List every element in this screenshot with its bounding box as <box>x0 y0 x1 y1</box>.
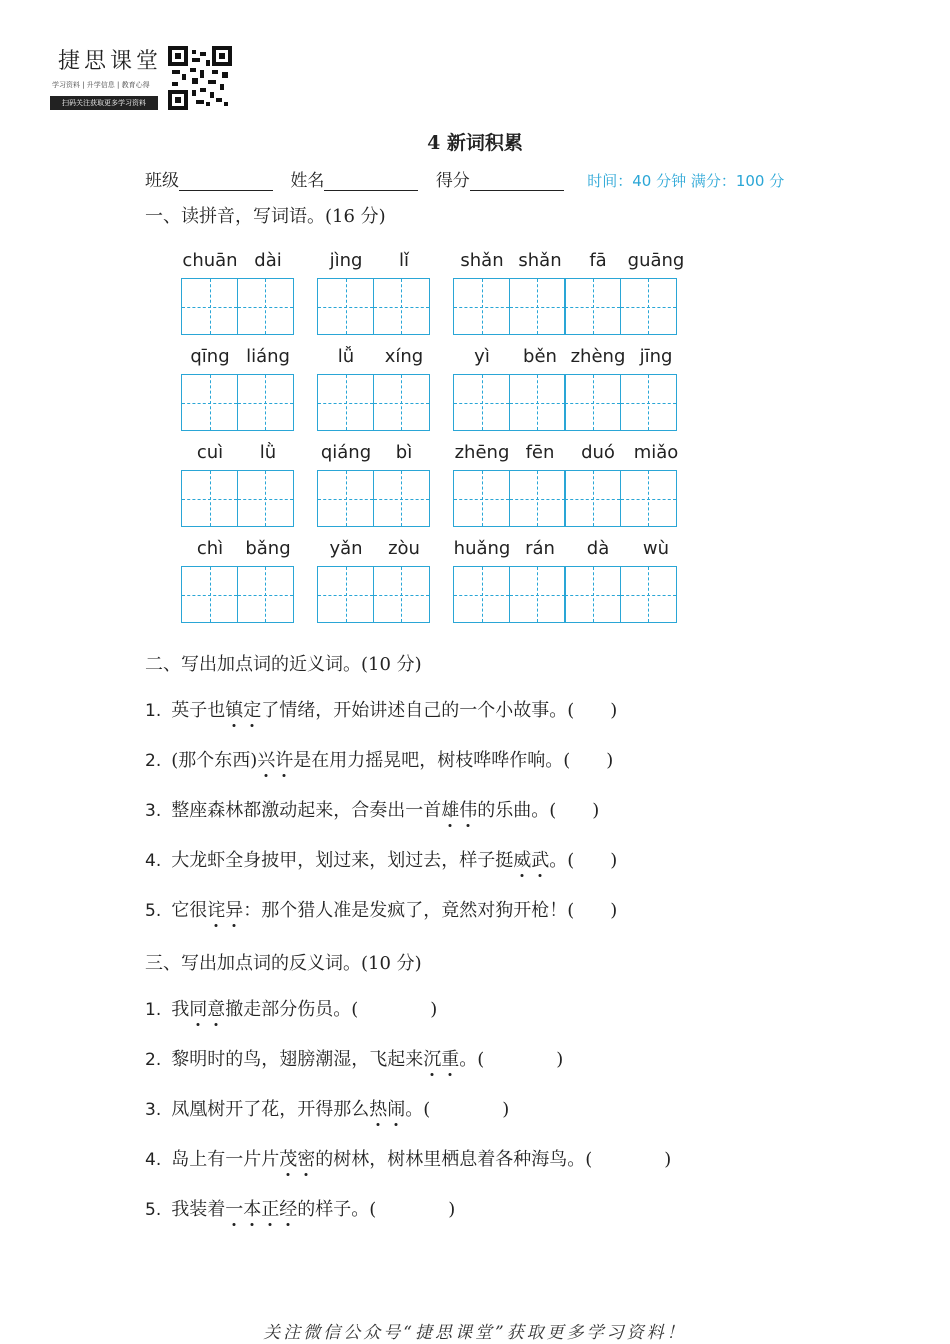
pinyin-label: chuān <box>182 250 238 271</box>
writing-box[interactable] <box>564 374 621 431</box>
writing-box[interactable] <box>453 470 510 527</box>
pinyin-label: zhèng <box>570 346 626 367</box>
name-label: 姓名 <box>290 171 325 191</box>
dotted-word: 热闹 <box>369 1099 406 1120</box>
writing-box[interactable] <box>620 278 677 335</box>
question-text: 凤凰树开了花，开得那么 <box>171 1099 370 1120</box>
question-text: (那个东西) <box>171 750 258 771</box>
dotted-word: 镇定 <box>225 700 262 721</box>
question-text: 岛上有一片片 <box>171 1149 280 1170</box>
word-group <box>317 538 433 623</box>
question-item <box>145 1195 455 1221</box>
writing-box[interactable] <box>453 278 510 335</box>
pinyin-label: běn <box>523 346 557 367</box>
question-item <box>145 796 599 822</box>
writing-box[interactable] <box>564 278 621 335</box>
writing-box[interactable] <box>453 566 510 623</box>
section-2-title: 二、写出加点词的近义词。(10 分) <box>145 654 422 675</box>
question-item <box>145 1095 509 1121</box>
class-blank[interactable] <box>179 174 273 191</box>
question-text: 黎明时的鸟，翅膀潮湿，飞起来 <box>171 1049 424 1070</box>
question-text[interactable]: 撤走部分伤员。( ) <box>225 999 438 1020</box>
footer-note: 关注微信公众号“捷思课堂”获取更多学习资料！ <box>263 1323 687 1343</box>
question-number: 3. <box>145 801 162 821</box>
pinyin-label: lǚ <box>337 346 355 367</box>
question-text[interactable]: 。( ) <box>405 1099 510 1120</box>
writing-box[interactable] <box>317 278 374 335</box>
question-text: 它很 <box>171 900 208 921</box>
question-number: 4. <box>145 1150 162 1170</box>
word-group <box>317 346 433 431</box>
class-label: 班级 <box>145 171 179 191</box>
pinyin-label: qīng <box>190 346 230 367</box>
question-number: 2. <box>145 1050 162 1070</box>
question-text[interactable]: 的树林，树林里栖息着各种海鸟。( ) <box>315 1149 672 1170</box>
section-1-title: 一、读拼音，写词语。(16 分) <box>145 206 386 227</box>
time-score-info: 时间：40 分钟 满分：100 分 <box>587 172 785 190</box>
dotted-word: 诧异 <box>207 900 244 921</box>
pinyin-label: yǎn <box>329 538 363 559</box>
word-group <box>317 250 433 335</box>
pinyin-label: huǎng <box>453 538 511 559</box>
question-text: 英子也 <box>171 700 226 721</box>
pinyin-label: shǎn <box>460 250 504 271</box>
word-group <box>181 442 297 527</box>
writing-box[interactable] <box>237 470 294 527</box>
dotted-word: 兴许 <box>257 750 294 771</box>
pinyin-label: yì <box>474 346 490 367</box>
pinyin-label: lǐ <box>398 250 409 271</box>
word-group <box>453 250 685 335</box>
question-item <box>145 846 617 872</box>
question-text: 大龙虾全身披甲，划过来，划过去，样子挺 <box>171 850 514 871</box>
pinyin-label: zhēng <box>454 442 510 463</box>
question-text: 我 <box>171 999 190 1020</box>
pinyin-label: zòu <box>388 538 420 559</box>
question-number: 1. <box>145 701 162 721</box>
pinyin-label: shǎn <box>518 250 562 271</box>
pinyin-label: fā <box>589 250 607 271</box>
question-text[interactable]: 是在用力摇晃吧，树枝哗哗作响。( ) <box>293 750 614 771</box>
question-text[interactable]: 的样子。( ) <box>297 1199 456 1220</box>
writing-box[interactable] <box>317 566 374 623</box>
question-text[interactable]: ：那个猎人准是发疯了，竟然对狗开枪！( ) <box>243 900 618 921</box>
pinyin-label: rán <box>525 538 555 559</box>
writing-box[interactable] <box>564 470 621 527</box>
writing-box[interactable] <box>373 278 430 335</box>
dotted-word: 雄伟 <box>441 800 478 821</box>
question-item <box>145 1145 671 1171</box>
pinyin-label: dà <box>586 538 610 559</box>
dotted-word: 茂密 <box>279 1149 316 1170</box>
writing-box[interactable] <box>181 470 238 527</box>
question-item <box>145 1045 563 1071</box>
question-text: 我装着 <box>171 1199 226 1220</box>
pinyin-label: chì <box>196 538 224 559</box>
writing-box[interactable] <box>509 278 566 335</box>
word-group <box>181 250 297 335</box>
writing-box[interactable] <box>509 374 566 431</box>
pinyin-label: wù <box>642 538 670 559</box>
writing-box[interactable] <box>317 374 374 431</box>
writing-box[interactable] <box>453 374 510 431</box>
writing-box[interactable] <box>237 278 294 335</box>
question-item <box>145 995 437 1021</box>
pinyin-label: miǎo <box>633 442 679 463</box>
writing-box[interactable] <box>620 470 677 527</box>
writing-box[interactable] <box>237 566 294 623</box>
question-text[interactable]: 。( ) <box>549 850 618 871</box>
question-text[interactable]: 的乐曲。( ) <box>477 800 600 821</box>
question-item <box>145 696 617 722</box>
question-text: 整座森林都激动起来，合奏出一首 <box>171 800 442 821</box>
word-group <box>181 346 297 431</box>
question-item <box>145 746 613 772</box>
pinyin-label: jīng <box>639 346 673 367</box>
question-text[interactable]: 。( ) <box>459 1049 564 1070</box>
pinyin-label: qiáng <box>320 442 372 463</box>
pinyin-label: lǜ <box>259 442 277 463</box>
name-blank[interactable] <box>324 174 418 191</box>
question-item <box>145 896 617 922</box>
pinyin-label: xíng <box>384 346 424 367</box>
dotted-word: 沉重 <box>423 1049 460 1070</box>
writing-box[interactable] <box>181 566 238 623</box>
score-label: 得分 <box>435 171 470 191</box>
logo-subtitle: 学习资料 | 升学信息 | 教育心得 <box>52 81 150 89</box>
pinyin-label: guāng <box>627 250 685 271</box>
writing-box[interactable] <box>564 566 621 623</box>
logo-banner: 扫码关注获取更多学习资料 <box>50 96 158 110</box>
pinyin-label: liáng <box>246 346 290 367</box>
question-number: 3. <box>145 1100 162 1120</box>
dotted-word: 同意 <box>189 999 226 1020</box>
qr-code-icon <box>168 46 232 110</box>
word-group <box>317 442 433 527</box>
writing-box[interactable] <box>620 566 677 623</box>
logo-title: 捷思课堂 <box>58 49 163 74</box>
writing-box[interactable] <box>373 374 430 431</box>
question-text[interactable]: 了情绪，开始讲述自己的一个小故事。( ) <box>261 700 618 721</box>
score-blank[interactable] <box>470 174 564 191</box>
writing-box[interactable] <box>181 374 238 431</box>
writing-box[interactable] <box>509 566 566 623</box>
question-number: 4. <box>145 851 162 871</box>
word-group <box>453 442 685 527</box>
question-number: 5. <box>145 1200 162 1220</box>
pinyin-label: bǎng <box>245 538 291 559</box>
word-group <box>453 346 685 431</box>
question-number: 2. <box>145 751 162 771</box>
writing-box[interactable] <box>509 470 566 527</box>
student-info-row <box>145 166 784 191</box>
pinyin-label: cuì <box>196 442 224 463</box>
section-3-title: 三、写出加点词的反义词。(10 分) <box>145 953 422 974</box>
writing-box[interactable] <box>181 278 238 335</box>
dotted-word: 威武 <box>513 850 550 871</box>
word-group <box>453 538 685 623</box>
dotted-word: 一本正经 <box>225 1199 298 1220</box>
question-number: 5. <box>145 901 162 921</box>
pinyin-label: jìng <box>329 250 363 271</box>
writing-box[interactable] <box>237 374 294 431</box>
pinyin-label: duó <box>581 442 615 463</box>
writing-box[interactable] <box>373 566 430 623</box>
pinyin-label: fēn <box>525 442 555 463</box>
word-group <box>181 538 297 623</box>
writing-box[interactable] <box>317 470 374 527</box>
writing-box[interactable] <box>620 374 677 431</box>
pinyin-label: dài <box>254 250 282 271</box>
pinyin-label: bì <box>395 442 413 463</box>
page-title: 4 新词积累 <box>427 132 523 154</box>
question-number: 1. <box>145 1000 162 1020</box>
writing-box[interactable] <box>373 470 430 527</box>
